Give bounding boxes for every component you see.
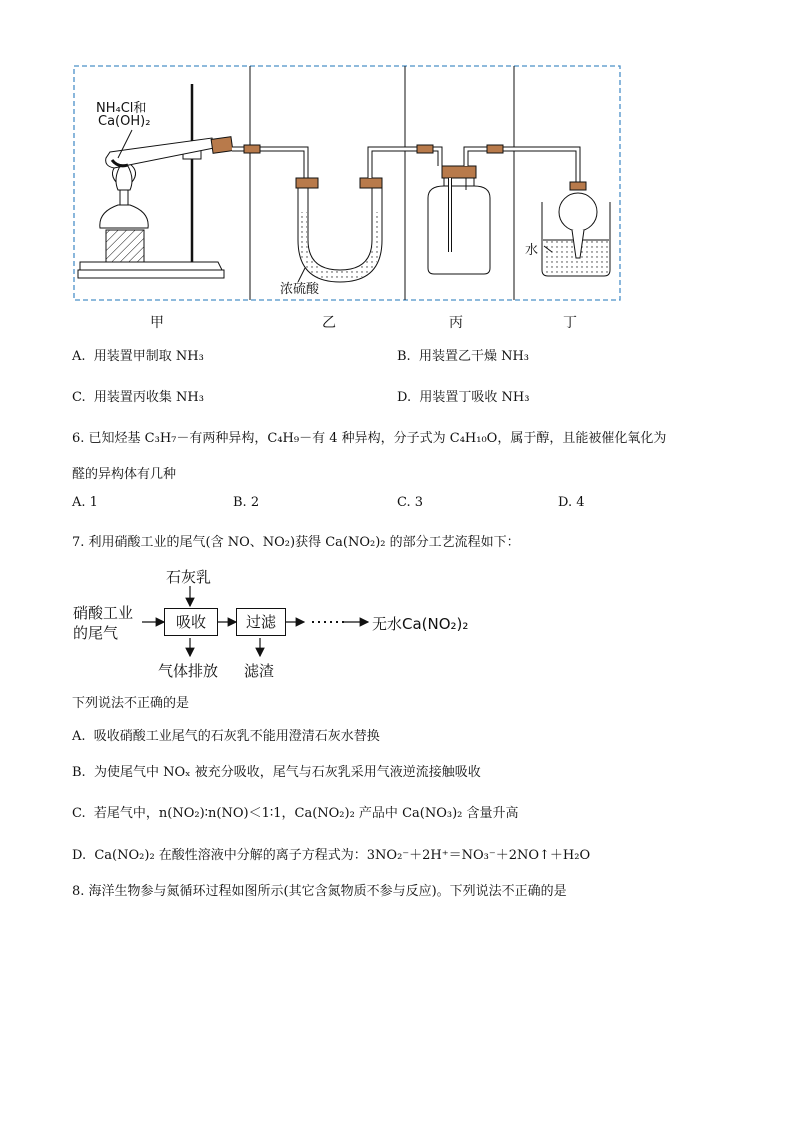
water-label: 水 [525, 243, 539, 258]
acid-label: 浓硫酸 [280, 282, 320, 297]
q5-option-d [397, 386, 529, 405]
option-text: 吸收硝酸工业尾气的石灰乳不能用澄清石灰水替换 [93, 729, 380, 744]
option-key: B. [233, 495, 247, 510]
option-key: C. [72, 806, 86, 821]
apparatus-label-jia: 甲 [150, 315, 164, 331]
q5-option-a [72, 345, 204, 364]
option-key: B. [72, 765, 86, 780]
q6-option-b [233, 495, 259, 510]
option-text: 用装置丙收集 NH₃ [93, 390, 204, 405]
option-key: D. [397, 390, 412, 405]
option-text: 用装置甲制取 NH₃ [93, 349, 204, 364]
residue-label: 滤渣 [244, 662, 275, 680]
apparatus-figure [0, 0, 794, 340]
option-key: A. [72, 729, 86, 744]
option-text: 3 [414, 495, 424, 510]
option-text: 2 [250, 495, 260, 510]
option-text: 用装置丁吸收 NH₃ [419, 390, 530, 405]
input-lime-milk: 石灰乳 [166, 568, 212, 586]
q6-stem-line2: 醛的异构体有几种 [72, 467, 177, 482]
option-key: C. [72, 390, 86, 405]
q6-option-c [397, 495, 423, 510]
q7-flowchart [0, 560, 794, 685]
option-text: 4 [576, 495, 585, 510]
q7-stem: 7. 利用硝酸工业的尾气(含 NO、NO₂)获得 Ca(NO₂)₂ 的部分工艺流程如下： [72, 535, 520, 550]
apparatus-label-yi: 乙 [322, 315, 336, 331]
source-line1: 硝酸工业 [73, 604, 134, 622]
q8-stem: 8. 海洋生物参与氮循环过程如图所示(其它含氮物质不参与反应)。下列说法不正确的是 [72, 884, 567, 899]
option-key: C. [397, 495, 411, 510]
q5-option-c [72, 386, 204, 405]
option-key: A. [72, 495, 86, 510]
reagent-label-2: Ca(OH)₂ [98, 114, 151, 129]
apparatus-diagram [0, 0, 794, 340]
step-filter-box: 过滤 [236, 608, 286, 636]
q7-option-b [72, 761, 481, 780]
q6-option-a [72, 495, 98, 510]
q7-option-a [72, 725, 380, 744]
option-key: D. [72, 848, 87, 863]
product-label: 无水Ca(NO₂)₂ [372, 615, 469, 633]
option-text: Ca(NO₂)₂ 在酸性溶液中分解的离子方程式为：3NO₂⁻＋2H⁺＝NO₃⁻＋2NO↑＋H₂O [94, 848, 591, 863]
q6-option-d [558, 495, 585, 510]
option-text: 若尾气中，n(NO₂)∶n(NO)＜1∶1，Ca(NO₂)₂ 产品中 Ca(NO₃)₂ 含量升高 [93, 806, 519, 821]
option-key: D. [558, 495, 573, 510]
option-text: 用装置乙干燥 NH₃ [418, 349, 530, 364]
option-key: A. [72, 349, 86, 364]
q7-option-d [72, 844, 590, 863]
q7-question: 下列说法不正确的是 [72, 696, 190, 711]
apparatus-label-bing: 丙 [449, 315, 463, 331]
step-absorb-box: 吸收 [164, 608, 218, 636]
apparatus-label-ding: 丁 [563, 315, 577, 331]
gas-emission-label: 气体排放 [158, 662, 219, 680]
option-key: B. [397, 349, 411, 364]
option-text: 1 [89, 495, 98, 510]
option-text: 为使尾气中 NOₓ 被充分吸收，尾气与石灰乳采用气液逆流接触吸收 [93, 765, 481, 780]
source-line2: 的尾气 [73, 624, 119, 642]
q6-stem-line1: 6. 已知烃基 C₃H₇－有两种异构，C₄H₉－有 4 种异构，分子式为 C₄H₁₀O，属于醇，且能被催化氧化为 [72, 431, 667, 446]
q7-option-c [72, 802, 519, 821]
reagent-label-1: NH₄Cl和 [96, 101, 147, 116]
q5-option-b [397, 345, 529, 364]
